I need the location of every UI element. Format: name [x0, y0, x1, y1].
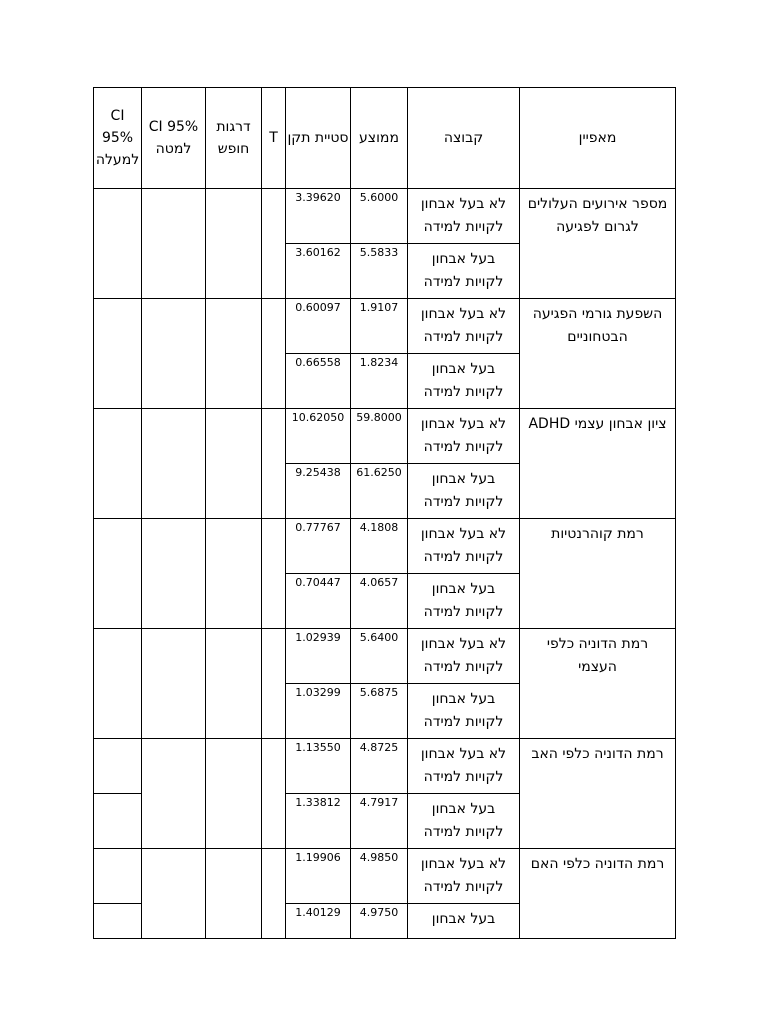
ci-upper-cell [94, 849, 142, 904]
group-label: בעל אבחון לקויות למידה [408, 464, 520, 519]
header-df: דרגות חופש [206, 88, 262, 189]
mean-value: 4.0657 [351, 574, 408, 629]
t-cell [262, 629, 286, 739]
statistics-table [93, 87, 676, 939]
header-ci-lower: 95% CI למטה [142, 88, 206, 189]
header-mean: ממוצע [351, 88, 408, 189]
group-label: בעל אבחון לקויות למידה [408, 244, 520, 299]
ci-lower-cell [142, 189, 206, 299]
ci-lower-cell [142, 849, 206, 939]
t-cell [262, 189, 286, 299]
df-cell [206, 629, 262, 739]
mean-value: 59.8000 [351, 409, 408, 464]
characteristic-label: רמת קוהרנטיות [520, 519, 676, 629]
ci-lower-cell [142, 409, 206, 519]
header-group: קבוצה [408, 88, 520, 189]
df-cell [206, 519, 262, 629]
mean-value: 4.1808 [351, 519, 408, 574]
mean-value: 4.9750 [351, 904, 408, 939]
sd-value: 3.39620 [286, 189, 351, 244]
ci-lower-cell [142, 629, 206, 739]
ci-lower-cell [142, 739, 206, 849]
df-cell [206, 849, 262, 939]
ci-upper-cell [94, 629, 142, 739]
sd-value: 0.77767 [286, 519, 351, 574]
table-row [94, 409, 676, 464]
table-row [94, 629, 676, 684]
mean-value: 1.9107 [351, 299, 408, 354]
sd-value: 9.25438 [286, 464, 351, 519]
characteristic-label: ציון אבחון עצמי ADHD [520, 409, 676, 519]
mean-value: 4.7917 [351, 794, 408, 849]
group-label: לא בעל אבחון לקויות למידה [408, 519, 520, 574]
table-row [94, 519, 676, 574]
sd-value: 1.03299 [286, 684, 351, 739]
header-characteristic: מאפיין [520, 88, 676, 189]
group-label: בעל אבחון [408, 904, 520, 939]
characteristic-label: רמת הדוניה כלפי האב [520, 739, 676, 849]
mean-value: 5.5833 [351, 244, 408, 299]
mean-value: 5.6400 [351, 629, 408, 684]
t-cell [262, 739, 286, 849]
df-cell [206, 739, 262, 849]
t-cell [262, 409, 286, 519]
group-label: לא בעל אבחון לקויות למידה [408, 629, 520, 684]
sd-value: 0.70447 [286, 574, 351, 629]
header-ci-upper: CI 95% למעלה [94, 88, 142, 189]
ci-lower-cell [142, 519, 206, 629]
ci-upper-cell [94, 299, 142, 409]
group-label: לא בעל אבחון לקויות למידה [408, 189, 520, 244]
table-row [94, 189, 676, 244]
header-row [94, 88, 676, 189]
sd-value: 1.02939 [286, 629, 351, 684]
group-label: בעל אבחון לקויות למידה [408, 684, 520, 739]
sd-value: 10.62050 [286, 409, 351, 464]
mean-value: 4.9850 [351, 849, 408, 904]
ci-upper-cell [94, 739, 142, 794]
group-label: בעל אבחון לקויות למידה [408, 574, 520, 629]
header-t: T [262, 88, 286, 189]
ci-upper-cell [94, 409, 142, 519]
group-label: לא בעל אבחון לקויות למידה [408, 739, 520, 794]
sd-value: 0.66558 [286, 354, 351, 409]
sd-value: 1.13550 [286, 739, 351, 794]
mean-value: 5.6000 [351, 189, 408, 244]
characteristic-label: השפעת גורמי הפגיעה הבטחוניים [520, 299, 676, 409]
table-row [94, 739, 676, 794]
mean-value: 4.8725 [351, 739, 408, 794]
ci-upper-cell [94, 189, 142, 299]
t-cell [262, 849, 286, 939]
mean-value: 5.6875 [351, 684, 408, 739]
ci-lower-cell [142, 299, 206, 409]
t-cell [262, 519, 286, 629]
group-label: לא בעל אבחון לקויות למידה [408, 299, 520, 354]
sd-value: 1.19906 [286, 849, 351, 904]
sd-value: 3.60162 [286, 244, 351, 299]
group-label: לא בעל אבחון לקויות למידה [408, 849, 520, 904]
sd-value: 1.40129 [286, 904, 351, 939]
table-row [94, 299, 676, 354]
mean-value: 61.6250 [351, 464, 408, 519]
ci-upper-cell [94, 519, 142, 629]
t-cell [262, 299, 286, 409]
mean-value: 1.8234 [351, 354, 408, 409]
sd-value: 1.33812 [286, 794, 351, 849]
header-sd: סטיית תקן [286, 88, 351, 189]
df-cell [206, 299, 262, 409]
df-cell [206, 189, 262, 299]
characteristic-label: מספר אירועים העלולים לגרום לפגיעה [520, 189, 676, 299]
group-label: בעל אבחון לקויות למידה [408, 794, 520, 849]
characteristic-label: רמת הדוניה כלפי העצמי [520, 629, 676, 739]
group-label: לא בעל אבחון לקויות למידה [408, 409, 520, 464]
characteristic-label: רמת הדוניה כלפי האם [520, 849, 676, 939]
group-label: בעל אבחון לקויות למידה [408, 354, 520, 409]
sd-value: 0.60097 [286, 299, 351, 354]
table-row [94, 849, 676, 904]
df-cell [206, 409, 262, 519]
ci-upper-cell [94, 794, 142, 849]
ci-upper-cell [94, 904, 142, 939]
